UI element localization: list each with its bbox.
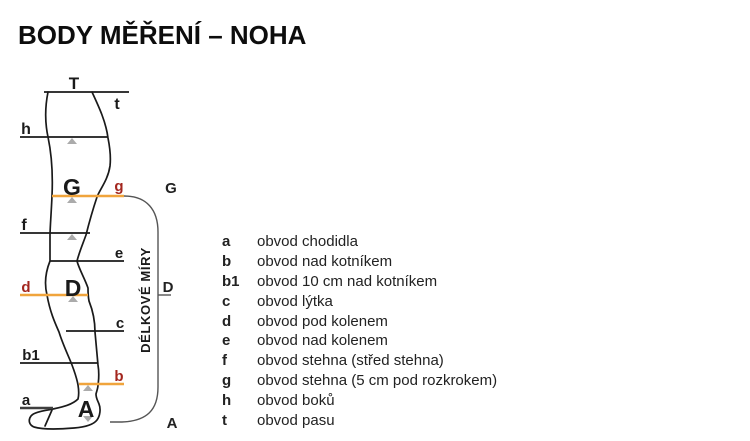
legend-key: b — [222, 252, 232, 270]
bracket-label-D: D — [162, 279, 174, 296]
legend-text: obvod stehna (5 cm pod rozkrokem) — [257, 372, 498, 390]
legend-text: obvod 10 cm nad kotníkem — [257, 272, 438, 290]
legend — [222, 233, 542, 432]
marker-triangle-f — [67, 234, 77, 240]
toe-cap-line — [45, 410, 52, 426]
leg-measurement-diagram — [0, 60, 210, 441]
point-label-e: e — [114, 245, 124, 262]
bracket-label-G: G — [165, 180, 177, 197]
marker-triangle-b — [83, 385, 93, 391]
legend-text: obvod pasu — [257, 412, 335, 430]
length-measures-axis-label: DÉLKOVÉ MÍRY — [138, 247, 153, 353]
legend-key: h — [222, 392, 232, 410]
legend-item-d — [222, 313, 542, 333]
point-label-A-big: A — [77, 396, 95, 422]
legend-text: obvod nad kolenem — [257, 332, 388, 350]
legend-key: e — [222, 332, 231, 350]
legend-key: c — [222, 292, 231, 310]
legend-text: obvod lýtka — [257, 292, 333, 310]
point-label-g: g — [114, 178, 124, 195]
legend-item-g — [222, 372, 542, 392]
point-label-d: d — [21, 279, 31, 296]
point-label-c: c — [115, 315, 125, 332]
legend-key: d — [222, 312, 232, 330]
legend-item-a — [222, 233, 542, 253]
legend-item-b — [222, 253, 542, 273]
point-label-b1: b1 — [22, 347, 40, 364]
legend-item-c — [222, 293, 542, 313]
legend-item-h — [222, 392, 542, 412]
point-label-t: t — [114, 96, 120, 113]
legend-key: t — [222, 412, 227, 430]
legend-text: obvod stehna (střed stehna) — [257, 352, 444, 370]
legend-text: obvod nad kotníkem — [257, 252, 393, 270]
legend-item-t — [222, 412, 542, 432]
legend-item-f — [222, 352, 542, 372]
legend-item-e — [222, 332, 542, 352]
legend-key: f — [222, 352, 227, 370]
marker-triangle-h — [67, 138, 77, 144]
point-label-f: f — [21, 217, 27, 234]
bracket-label-A: A — [166, 415, 178, 432]
legend-key: g — [222, 372, 232, 390]
point-label-a: a — [21, 392, 31, 409]
point-label-h: h — [21, 121, 31, 138]
point-label-G-big: G — [63, 174, 81, 200]
legend-text: obvod chodidla — [257, 233, 358, 250]
point-label-D-big: D — [64, 275, 82, 301]
legend-text: obvod boků — [257, 392, 335, 410]
legend-text: obvod pod kolenem — [257, 312, 388, 330]
legend-key: a — [222, 233, 231, 250]
point-label-b: b — [114, 368, 124, 385]
legend-item-b1 — [222, 273, 542, 293]
point-label-T: T — [68, 74, 80, 93]
legend-key: b1 — [222, 272, 240, 290]
page-title: BODY MĚŘENÍ – NOHA — [18, 20, 307, 50]
